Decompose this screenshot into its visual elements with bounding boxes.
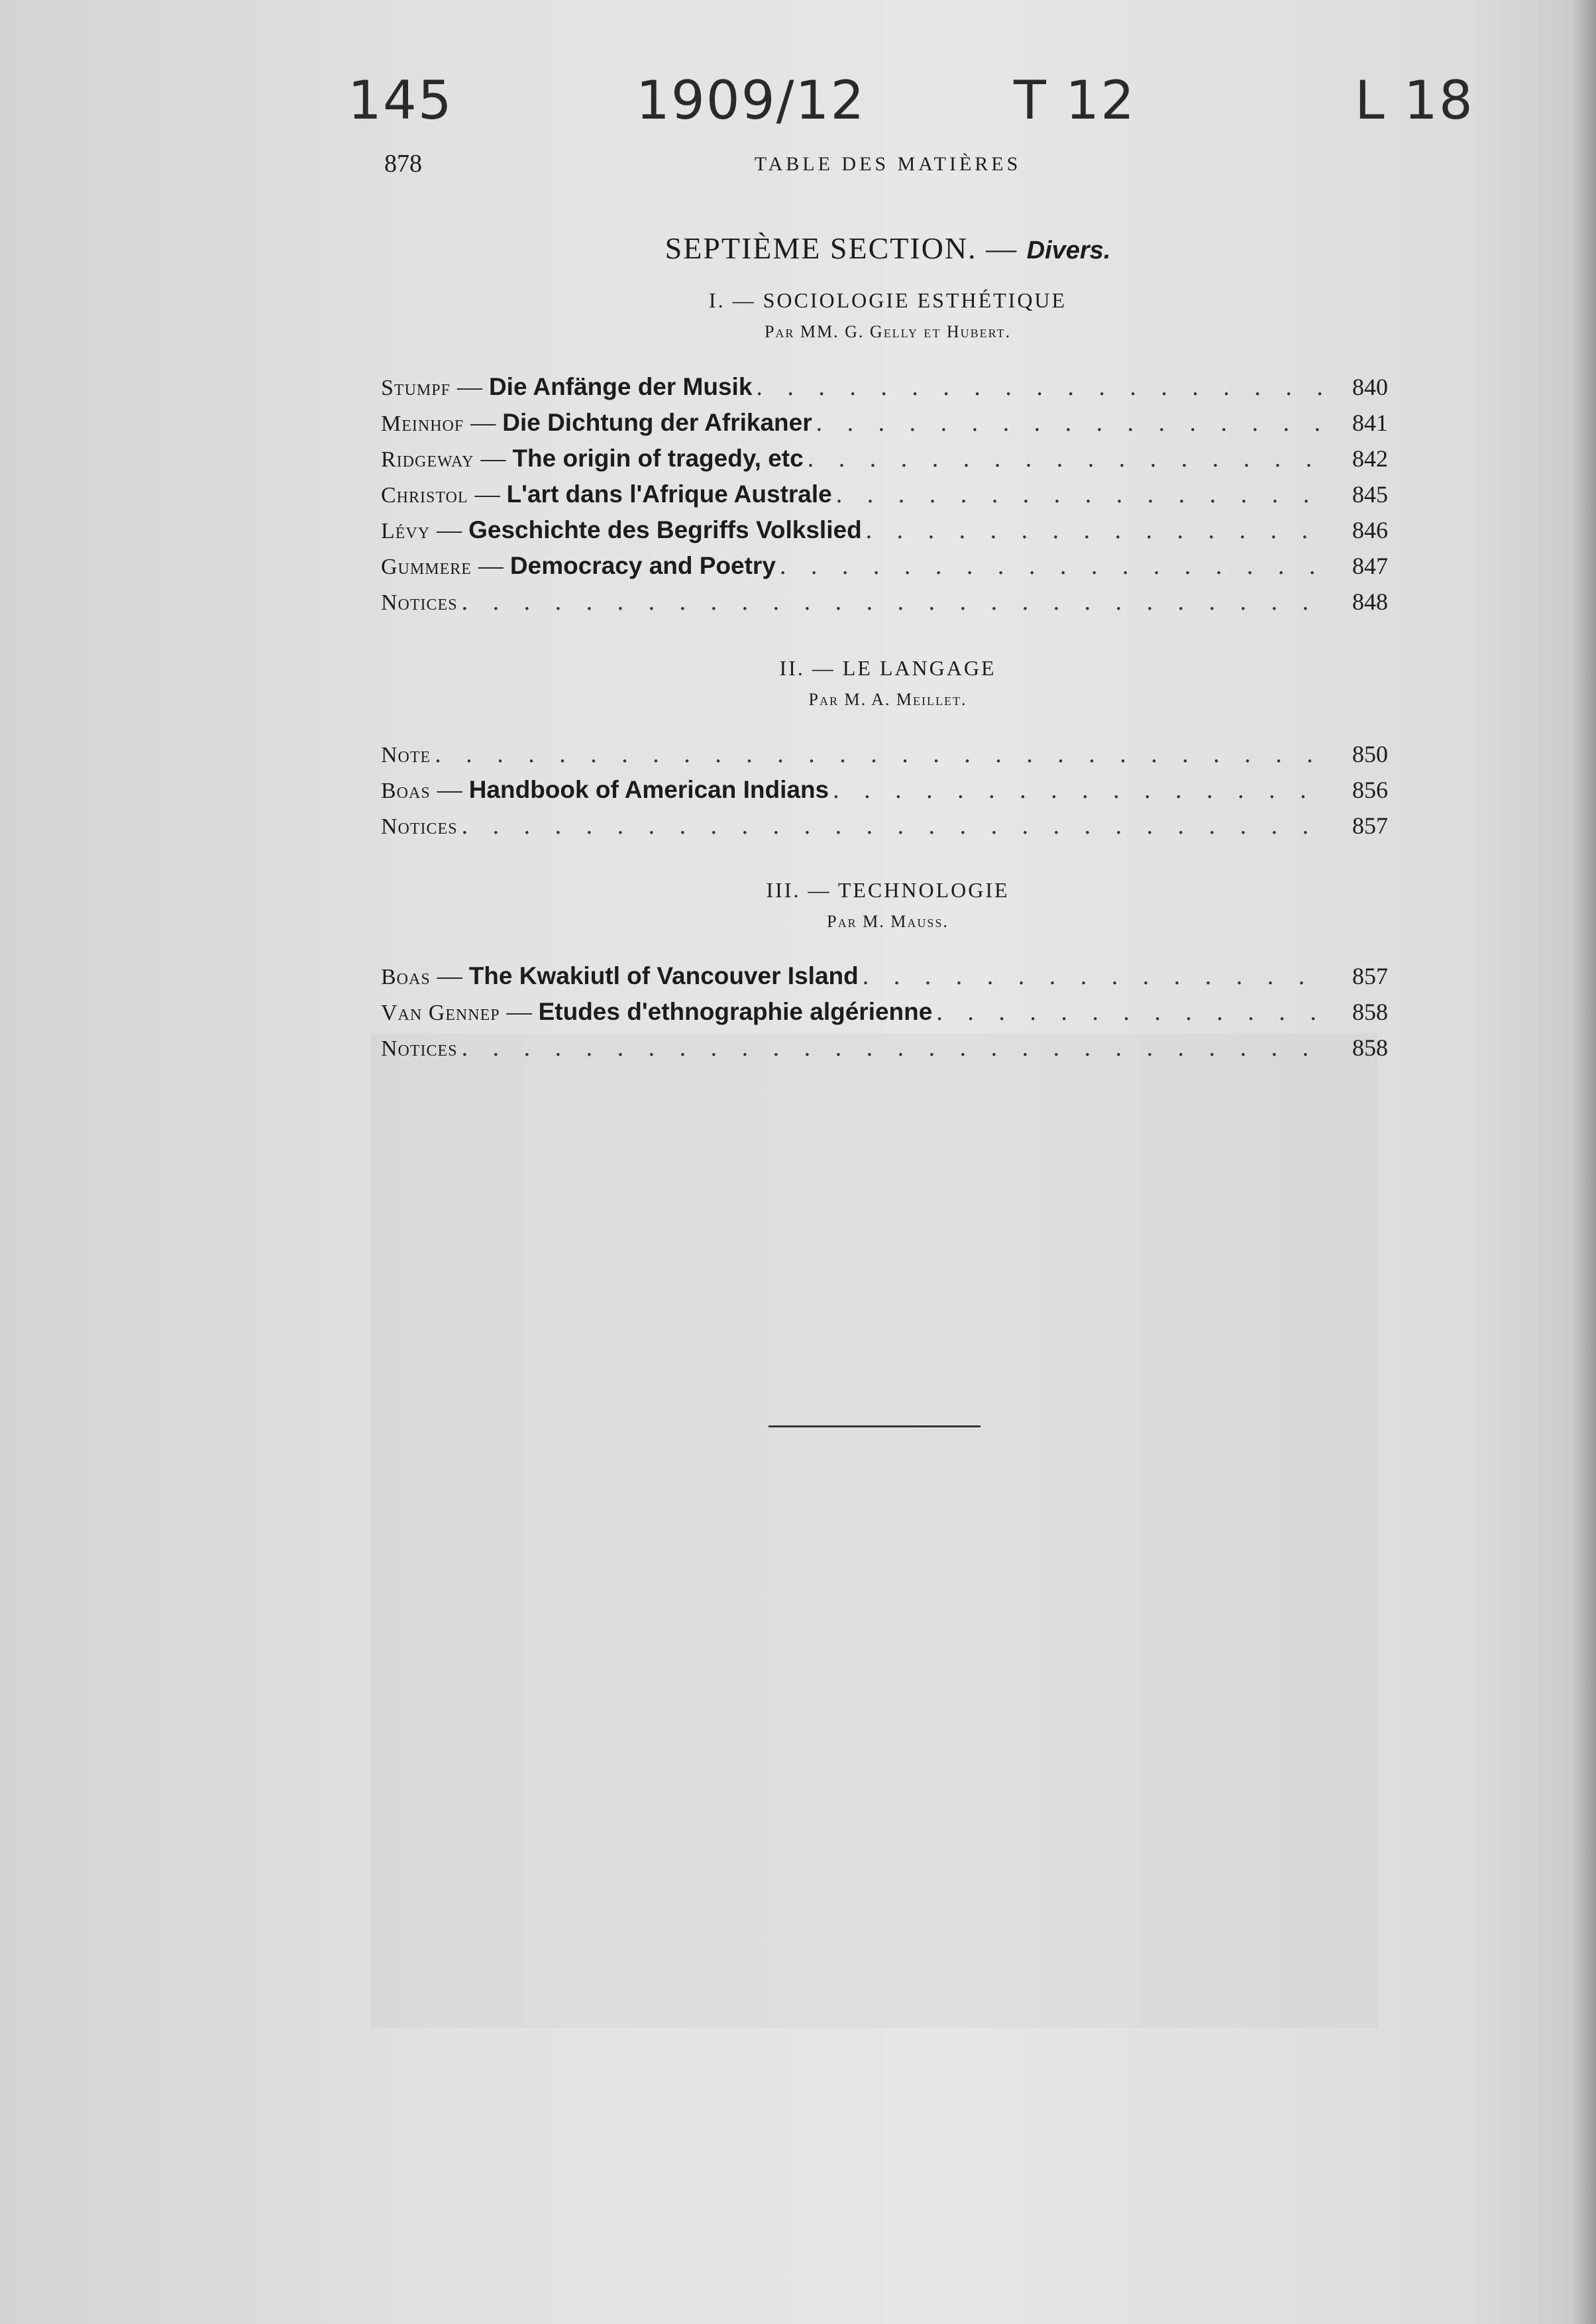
entry-page: 850 <box>1352 741 1388 767</box>
entry-title: Die Anfänge der Musik <box>488 373 753 400</box>
leader-dots <box>462 1033 1331 1062</box>
entry-title: The origin of tragedy, etc <box>512 445 804 472</box>
entry-author: Lévy <box>381 519 431 543</box>
toc-entry: Gummere — Democracy and Poetry . . . 847 <box>381 551 1388 587</box>
entry-title: Handbook of American Indians <box>468 776 829 803</box>
leader-dots <box>816 408 1331 437</box>
subsection-title: III. — TECHNOLOGIE <box>766 878 1010 902</box>
handwritten-note-4: L 18 <box>1355 70 1474 131</box>
toc-entry: Boas — The Kwakiutl of Vancouver Island . . . 857 <box>381 962 1388 997</box>
toc-entry <box>381 811 1388 847</box>
section-title <box>384 231 1391 266</box>
entry-page: 845 <box>1352 481 1388 508</box>
subsection-authors: Par M. Mauss. <box>827 912 949 931</box>
leader-dots <box>756 372 1331 402</box>
entry-author: Van Gennep <box>381 1001 500 1025</box>
page-number: 878 <box>384 150 422 178</box>
entry-page: 858 <box>1352 1034 1388 1061</box>
toc-entry: Meinhof — Die Dichtung der Afrikaner . . . 841 <box>381 408 1388 444</box>
section-title-text: SEPTIÈME SECTION. — <box>665 231 1018 265</box>
leader-dots <box>833 775 1331 804</box>
entry-page: 842 <box>1352 445 1388 472</box>
entry-author: Boas <box>381 779 431 803</box>
leader-dots <box>836 480 1331 509</box>
subsection-authors: Par M. A. Meillet. <box>808 690 967 709</box>
entry-page: 847 <box>1352 553 1388 579</box>
subsection-authors: Par MM. G. Gelly et Hubert. <box>764 322 1012 341</box>
handwritten-note-2: 1909/12 <box>636 70 866 131</box>
subsection-heading <box>384 288 1391 342</box>
toc-list <box>381 962 1388 1069</box>
toc-entry: Christol — L'art dans l'Afrique Australe . . . 845 <box>381 480 1388 516</box>
entry-title: The Kwakiutl of Vancouver Island <box>468 962 859 989</box>
toc-entry <box>381 587 1388 623</box>
toc-entry: Lévy — Geschichte des Begriffs Volkslied . . . 846 <box>381 516 1388 551</box>
entry-author: Meinhof <box>381 412 464 436</box>
entry-author: Stumpf <box>381 376 451 400</box>
toc-entry <box>381 1033 1388 1069</box>
entry-author: Notices <box>381 590 458 615</box>
subsection-heading <box>384 656 1391 710</box>
running-title: TABLE DES MATIÈRES <box>754 153 1022 175</box>
entry-page: 846 <box>1352 517 1388 543</box>
toc-entry: Boas — Handbook of American Indians . . . 856 <box>381 775 1388 811</box>
toc-entry <box>381 740 1388 775</box>
subsection-title: II. — LE LANGAGE <box>779 656 996 680</box>
entry-author: Gummere <box>381 555 472 579</box>
entry-title: Geschichte des Begriffs Volkslied <box>468 516 862 543</box>
leader-dots <box>462 811 1331 840</box>
entry-page: 857 <box>1352 812 1388 839</box>
entry-page: 840 <box>1352 374 1388 400</box>
page-edge-shadow <box>1569 0 1596 2324</box>
handwritten-note-1: 145 <box>348 70 453 131</box>
leader-dots <box>866 516 1331 545</box>
subsection-heading <box>384 878 1391 932</box>
toc-entry: Ridgeway — The origin of tragedy, etc . . . 842 <box>381 444 1388 480</box>
entry-page: 856 <box>1352 777 1388 803</box>
entry-page: 841 <box>1352 410 1388 436</box>
leader-dots <box>863 962 1331 991</box>
end-rule <box>769 1425 981 1427</box>
leader-dots <box>462 587 1331 616</box>
leader-dots <box>435 740 1331 769</box>
toc-list <box>381 740 1388 847</box>
entry-title: L'art dans l'Afrique Australe <box>506 480 832 508</box>
leader-dots <box>780 551 1331 581</box>
entry-page: 848 <box>1352 588 1388 615</box>
entry-author: Boas <box>381 965 431 989</box>
entry-author: Ridgeway <box>381 447 474 472</box>
entry-title: Etudes d'ethnographie algérienne <box>538 998 933 1025</box>
toc-list <box>381 372 1388 623</box>
entry-title: Democracy and Poetry <box>509 552 776 579</box>
entry-author: Christol <box>381 483 468 508</box>
leader-dots <box>936 997 1331 1026</box>
handwritten-note-3: T 12 <box>1014 70 1136 131</box>
toc-entry: Van Gennep — Etudes d'ethnographie algérienne . . . 858 <box>381 997 1388 1033</box>
subsection-title: I. — SOCIOLOGIE ESTHÉTIQUE <box>708 288 1067 312</box>
bleed-through-text <box>371 1034 1378 2028</box>
entry-author: Notices <box>381 814 458 839</box>
entry-page: 857 <box>1352 963 1388 989</box>
running-head <box>384 149 1391 189</box>
entry-author: Note <box>381 743 431 767</box>
toc-entry: Stumpf — Die Anfänge der Musik . . . 840 <box>381 372 1388 408</box>
entry-author: Notices <box>381 1036 458 1061</box>
section-subtitle: Divers. <box>1026 237 1111 264</box>
entry-title: Die Dichtung der Afrikaner <box>502 409 812 436</box>
leader-dots <box>808 444 1331 473</box>
entry-page: 858 <box>1352 999 1388 1025</box>
